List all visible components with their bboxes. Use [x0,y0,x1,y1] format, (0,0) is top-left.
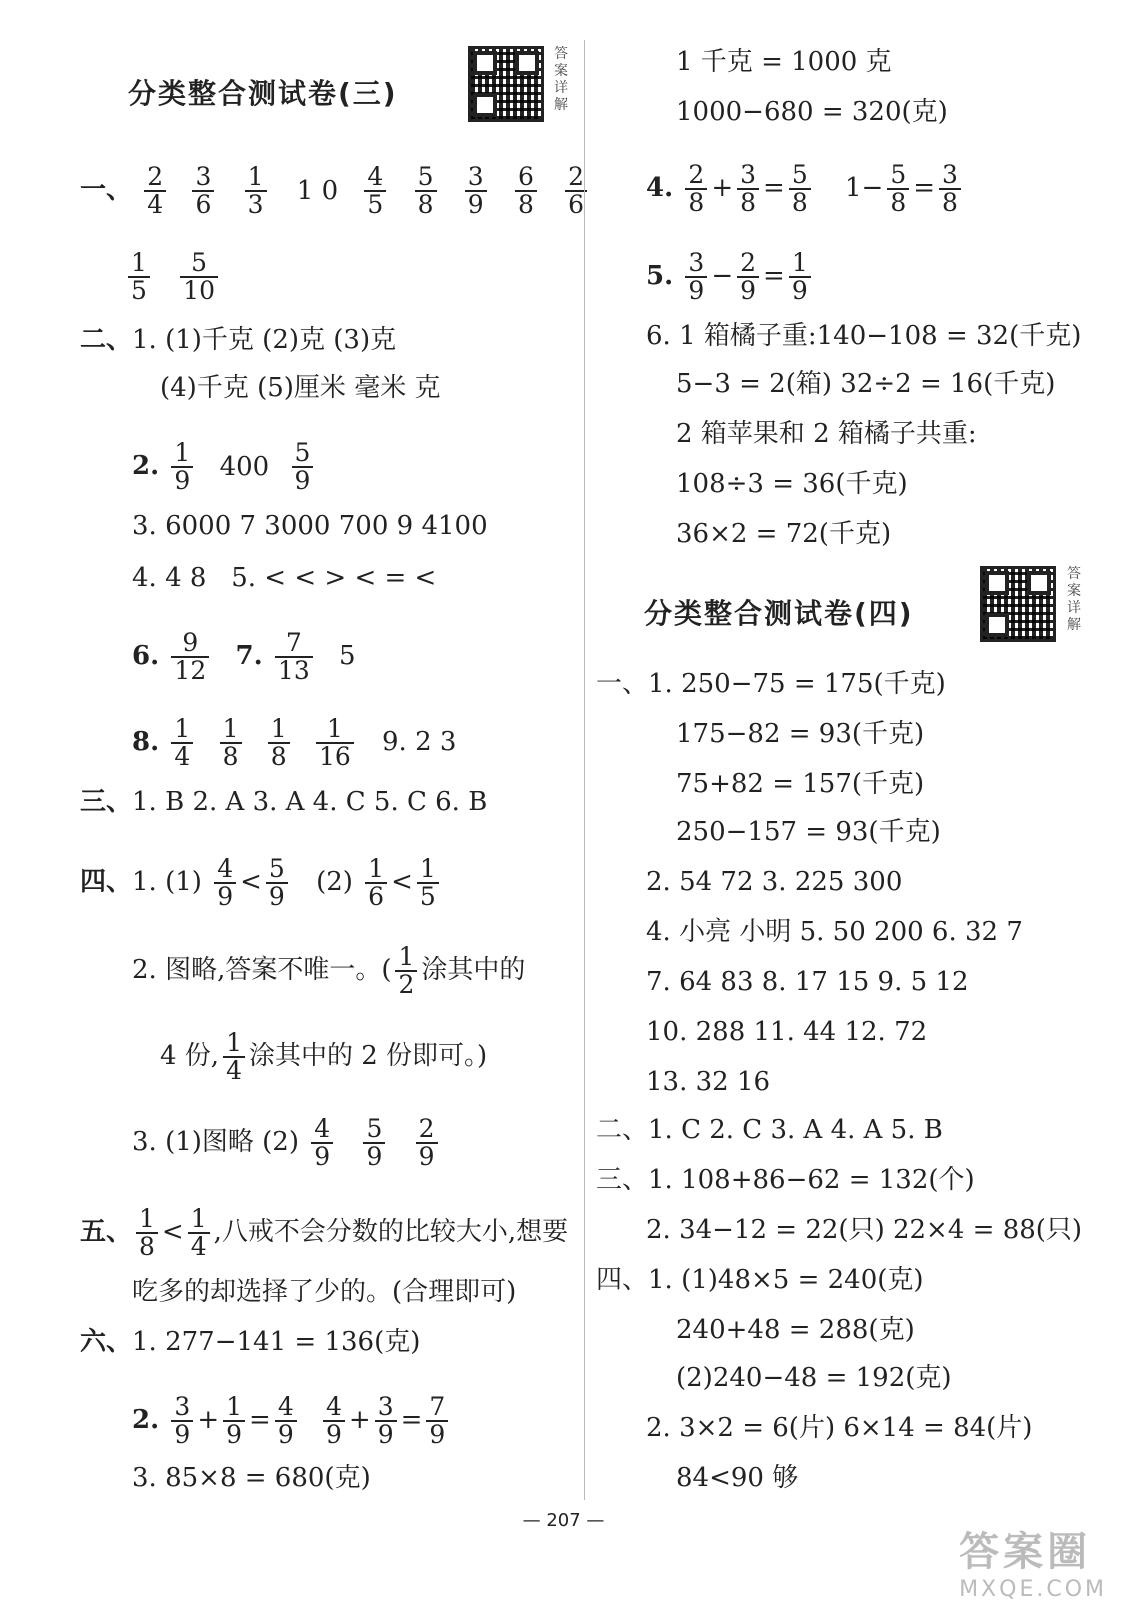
section-4-q1: 四、1. (1) $\frac{4}{9}$ < $\frac{5}{9}$ (2) $\frac{1}{6}$ < $\frac{1}{5}$ [80,856,443,910]
section-3-left: 三、1. B 2. A 3. A 4. C 5. C 6. B [80,787,488,817]
right-q6c: 2 箱苹果和 2 箱橘子共重: [676,419,977,449]
right-s3-1: 2. 34−12 = 22(只) 22×4 = 88(只) [646,1215,1083,1245]
right-s1-4: 2. 54 72 3. 225 300 [646,867,903,897]
right-s4-3: 2. 3×2 = 6(片) 6×14 = 84(片) [646,1413,1033,1443]
section-2-q8-q9: 8. $\frac{1}{4}$ $\frac{1}{8}$ $\frac{1}{8}$ $\frac{1}{16}$ 9. 2 3 [132,714,457,771]
right-q5: 5. $\frac{3}{9}$ − $\frac{2}{9}$ = $\frac{1}{9}$ [646,250,815,304]
right-s1-0: 一、1. 250−75 = 175(千克) [596,669,946,699]
right-q6d: 108÷3 = 36(千克) [676,469,908,499]
right-s1-7: 10. 288 11. 44 12. 72 [646,1017,928,1047]
section-5-line2: 吃多的却选择了少的。(合理即可) [132,1277,517,1307]
watermark: 答案圈 MXQE.COM [959,1529,1107,1602]
right-q6b: 5−3 = 2(箱) 32÷2 = 16(千克) [676,369,1056,399]
left-title: 分类整合测试卷(三) [128,77,398,110]
section-2-q3: 3. 6000 7 3000 700 9 4100 [132,511,488,541]
right-s1-2: 75+82 = 157(千克) [676,769,925,799]
section-1-left: 一、 $\frac{2}{4}$ $\frac{3}{6}$ $\frac{1}{3}$ 1 0 $\frac{4}{5}$ $\frac{5}{8}$ $\frac{3}{9}$ $\frac{6}{8}$ $\frac{2}{6}$ [80,164,591,218]
section-2-q2: 2. $\frac{1}{9}$ 400 $\frac{5}{9}$ [132,440,317,494]
section-6-q3: 3. 85×8 = 680(克) [132,1463,371,1493]
section-4-q2b: 4 份, $\frac{1}{4}$ 涂其中的 2 份即可。) [160,1028,488,1085]
right-s1-8: 13. 32 16 [646,1067,771,1097]
section-2-q1a: 二、1. (1)千克 (2)克 (3)克 [80,325,397,355]
qr-label-left: 答案详解 [554,46,568,113]
qr-code-left[interactable] [468,46,544,122]
right-q6e: 36×2 = 72(千克) [676,519,892,549]
right-s1-1: 175−82 = 93(千克) [676,719,925,749]
section-5: 五、 $\frac{1}{8}$ < $\frac{1}{4}$ ,八戒不会分数的比较大小,想要 [80,1204,569,1261]
right-s1-3: 250−157 = 93(千克) [676,817,941,847]
section-6-q2: 2. $\frac{3}{9}$ + $\frac{1}{9}$ = $\frac{4}{9}$ $\frac{4}{9}$ + $\frac{3}{9}$ = $\frac{7}{9}$ [132,1394,452,1448]
right-s3-0: 三、1. 108+86−62 = 132(个) [596,1165,975,1195]
right-r2: 1000−680 = 320(克) [676,97,948,127]
section-2-q6-q7: 6. $\frac{9}{12}$ 7. $\frac{7}{13}$ 5 [132,628,356,685]
section-2-q4-q5: 4. 4 8 5. < < > < = < [132,563,437,593]
right-s1-6: 7. 64 83 8. 17 15 9. 5 12 [646,967,969,997]
section-1-left-row2: $\frac{1}{5}$ $\frac{5}{10}$ [124,250,222,304]
right-s4-0: 四、1. (1)48×5 = 240(克) [596,1265,924,1295]
section-2-q1b: (4)千克 (5)厘米 毫米 克 [160,373,441,403]
section-6-q1: 六、1. 277−141 = 136(克) [80,1327,421,1357]
right-s2: 二、1. C 2. C 3. A 4. A 5. B [596,1115,943,1145]
qr-code-right[interactable] [980,566,1056,642]
qr-label-right: 答案详解 [1067,566,1081,633]
right-r1: 1 千克 = 1000 克 [676,47,892,77]
right-title: 分类整合测试卷(四) [644,597,914,630]
right-s4-2: (2)240−48 = 192(克) [676,1363,952,1393]
right-q6a: 6. 1 箱橘子重:140−108 = 32(千克) [646,321,1082,351]
section-4-q3: 3. (1)图略 (2) $\frac{4}{9}$ $\frac{5}{9}$ $\frac{2}{9}$ [132,1116,442,1170]
right-s1-5: 4. 小亮 小明 5. 50 200 6. 32 7 [646,917,1023,947]
right-q4: 4. $\frac{2}{8}$ + $\frac{3}{8}$ = $\frac{5}{8}$ 1− $\frac{5}{8}$ = $\frac{3}{8}$ [646,162,965,216]
right-s4-4: 84<90 够 [676,1463,799,1493]
column-divider [584,40,585,1500]
section-4-q2a: 2. 图略,答案不唯一。( $\frac{1}{2}$ 涂其中的 [132,942,526,999]
right-s4-1: 240+48 = 288(克) [676,1315,915,1345]
page-number: — 207 — [522,1510,605,1531]
